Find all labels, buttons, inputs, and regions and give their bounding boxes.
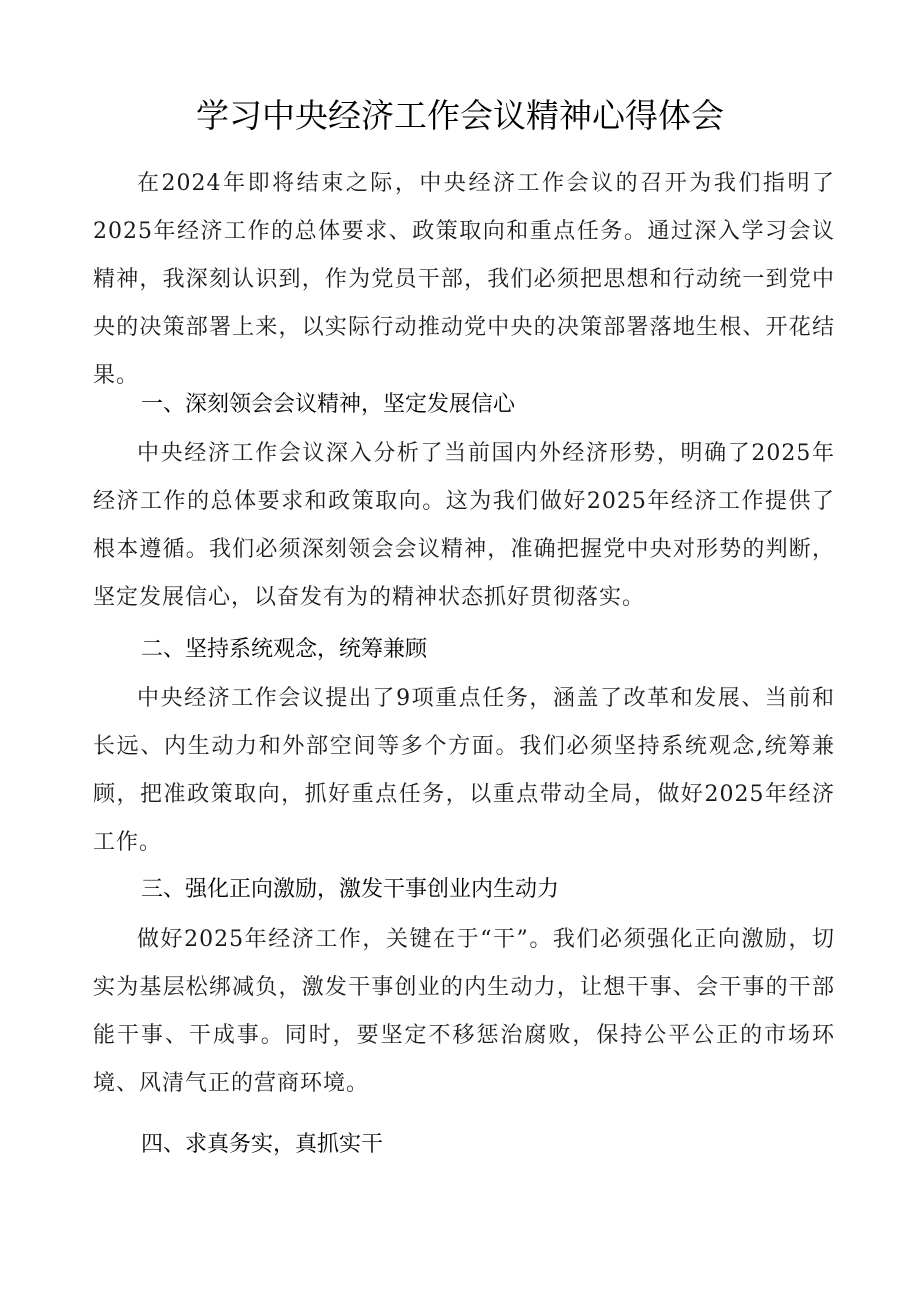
section-4-heading: 四、求真务实，真抓实干	[141, 1132, 384, 1157]
section-3-body: 做好2025年经济工作，关键在于“干”。我们必须强化正向激励，切实为基层松绑减负，激发干事创业的内生动力，让想干事、会干事的干部能干事、干成事。同时，要坚定不移惩治腐败，保持公平公正的市场环境、风清气正的营商环境。	[93, 927, 836, 1096]
section-3-heading: 三、强化正向激励，激发干事创业内生动力	[141, 877, 560, 902]
document-title: 学习中央经济工作会议精神心得体会	[196, 96, 724, 135]
section-1-heading: 一、深刻领会会议精神，坚定发展信心	[141, 392, 516, 417]
section-1-body: 中央经济工作会议深入分析了当前国内外经济形势，明确了2025年经济工作的总体要求和政策取向。这为我们做好2025年经济工作提供了根本遵循。我们必须深刻领会会议精神，准确把握党中央对形势的判断，坚定发展信心，以奋发有为的精神状态抓好贯彻落实。	[93, 441, 835, 610]
section-2-body: 中央经济工作会议提出了9项重点任务，涵盖了改革和发展、当前和长远、内生动力和外部空间等多个方面。我们必须坚持系统观念,统筹兼顾，把准政策取向，抓好重点任务，以重点带动全局，做好2025年经济工作。	[93, 686, 835, 855]
section-2-heading: 二、坚持系统观念，统筹兼顾	[141, 637, 428, 662]
intro-paragraph: 在2024年即将结束之际，中央经济工作会议的召开为我们指明了2025年经济工作的总体要求、政策取向和重点任务。通过深入学习会议精神，我深刻认识到，作为党员干部，我们必须把思想和行动统一到党中央的决策部署上来，以实际行动推动党中央的决策部署落地生根、开花结果。	[93, 171, 835, 388]
